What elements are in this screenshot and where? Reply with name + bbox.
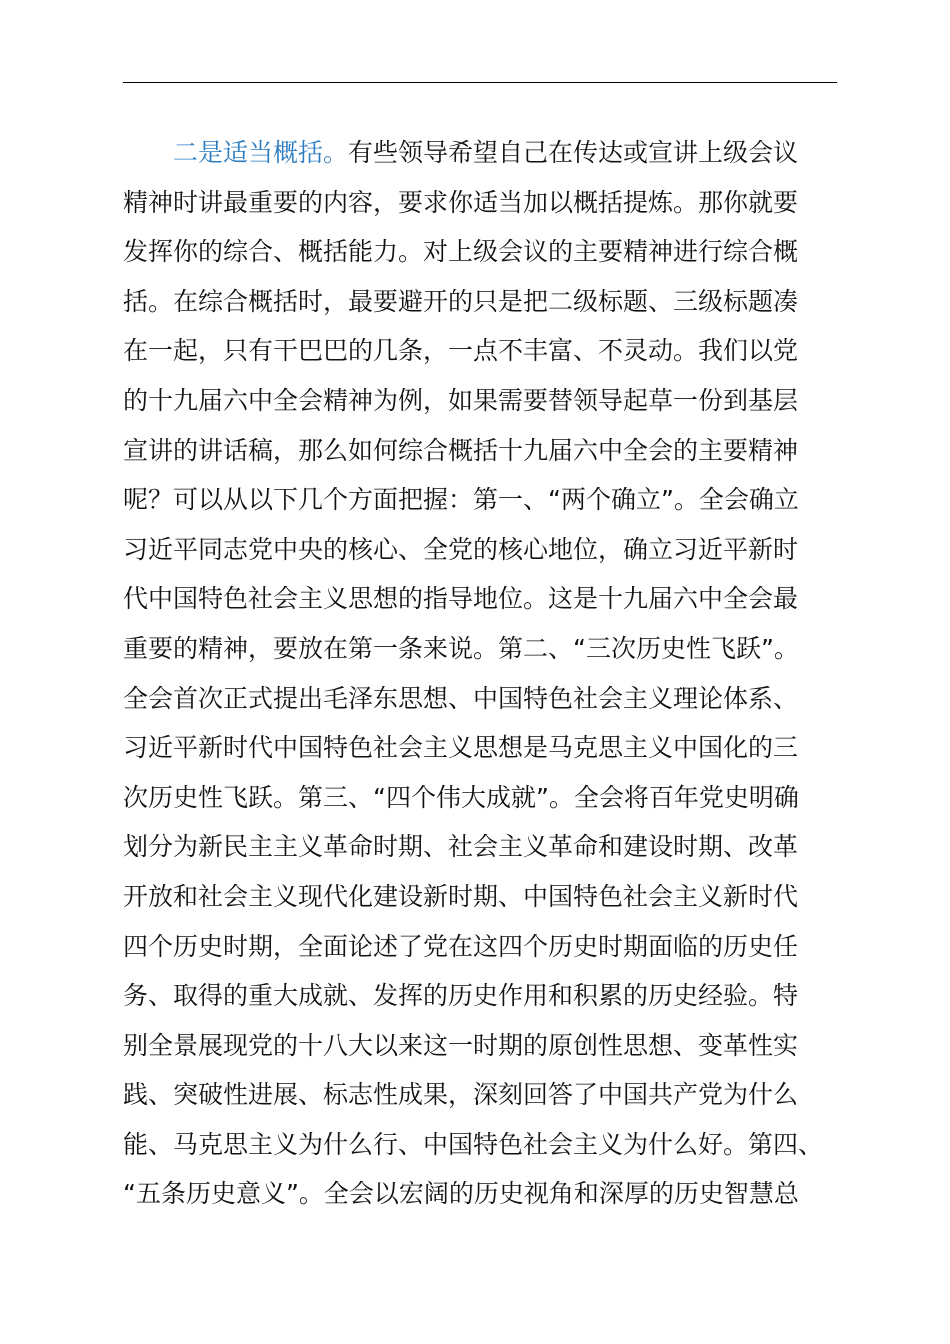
document-body [123, 128, 837, 1219]
paragraph-line: 习近平新时代中国特色社会主义思想是马克思主义中国化的三 [123, 733, 799, 763]
paragraph-line: 划分为新民主主义革命时期、社会主义革命和建设时期、改革 [123, 832, 799, 862]
paragraph-line: 次历史性飞跃。第三、“四个伟大成就”。全会将百年党史明确 [123, 782, 799, 812]
paragraph-line: 在一起，只有干巴巴的几条，一点不丰富、不灵动。我们以党 [123, 336, 799, 366]
paragraph-line: 习近平同志党中央的核心、全党的核心地位，确立习近平新时 [123, 534, 799, 564]
paragraph-line: 能、马克思主义为什么行、中国特色社会主义为什么好。第四、 [123, 1129, 824, 1159]
paragraph-line: 呢？可以从以下几个方面把握：第一、“两个确立”。全会确立 [123, 485, 799, 515]
paragraph-line: 四个历史时期，全面论述了党在这四个历史时期面临的历史任 [123, 931, 799, 961]
paragraph-line: 重要的精神，要放在第一条来说。第二、“三次历史性飞跃”。 [123, 633, 799, 663]
paragraph-line: 括。在综合概括时，最要避开的只是把二级标题、三级标题凑 [123, 286, 799, 316]
paragraph-line: 务、取得的重大成就、发挥的历史作用和积累的历史经验。特 [123, 981, 799, 1011]
header-rule [123, 82, 837, 83]
paragraph-line: “五条历史意义”。全会以宏阔的历史视角和深厚的历史智慧总 [123, 1179, 799, 1209]
paragraph-line: 精神时讲最重要的内容，要求你适当加以概括提炼。那你就要 [123, 187, 799, 217]
paragraph-line: 发挥你的综合、概括能力。对上级会议的主要精神进行综合概 [123, 237, 799, 267]
paragraph-text: 有些领导希望自己在传达或宣讲上级会议 [348, 138, 799, 167]
paragraph-line: 开放和社会主义现代化建设新时期、中国特色社会主义新时代 [123, 881, 799, 911]
paragraph-line: 代中国特色社会主义思想的指导地位。这是十九届六中全会最 [123, 584, 799, 614]
paragraph-line [123, 128, 837, 178]
paragraph-line: 别全景展现党的十八大以来这一时期的原创性思想、变革性实 [123, 1030, 799, 1060]
paragraph-line: 全会首次正式提出毛泽东思想、中国特色社会主义理论体系、 [123, 683, 799, 713]
paragraph-line: 践、突破性进展、标志性成果，深刻回答了中国共产党为什么 [123, 1080, 799, 1110]
paragraph-line: 宣讲的讲话稿，那么如何综合概括十九届六中全会的主要精神 [123, 435, 799, 465]
section-heading: 二是适当概括。 [173, 138, 349, 167]
paragraph-line: 的十九届六中全会精神为例，如果需要替领导起草一份到基层 [123, 385, 799, 415]
